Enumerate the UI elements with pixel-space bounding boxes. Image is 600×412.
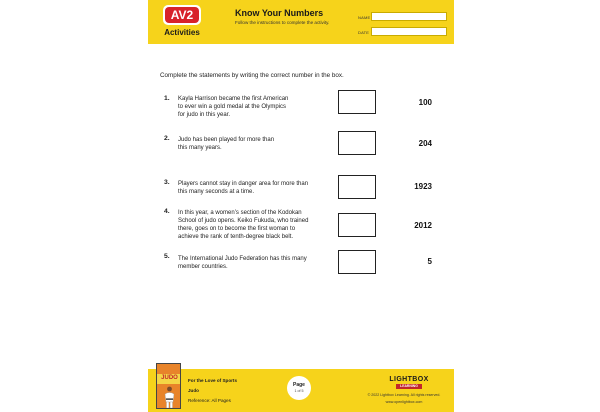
answer-box[interactable] — [338, 131, 376, 155]
answer-box[interactable] — [338, 250, 376, 274]
answer-option: 1923 — [414, 182, 432, 191]
cover-title: JUDO — [161, 375, 178, 381]
reference-text: Reference: All Pages — [188, 398, 231, 403]
copyright-text: © 2022 Lightbox Learning. All rights reserved. — [367, 393, 441, 397]
header-bar — [148, 0, 454, 44]
brand-name: LIGHTBOX — [389, 376, 429, 383]
question-text: Players cannot stay in danger area for more than this many seconds at a time. — [178, 181, 309, 195]
page-label: Page — [293, 382, 305, 388]
website-link[interactable]: www.openlightbox.com — [385, 400, 423, 404]
av2-logo — [156, 4, 208, 40]
question-number: 3. — [164, 179, 170, 186]
answer-option: 2012 — [414, 221, 432, 230]
worksheet-page — [148, 0, 454, 412]
lightbox-logo — [386, 376, 432, 390]
answer-option: 5 — [427, 257, 432, 266]
book-title: Judo — [188, 388, 199, 393]
answer-box[interactable] — [338, 213, 376, 237]
page-title: Know Your Numbers — [235, 8, 324, 18]
question-number: 2. — [164, 135, 170, 142]
date-label: DATE — [358, 30, 370, 35]
page-count: 1 of 5 — [294, 389, 304, 393]
series-title: For the Love of Sports — [188, 378, 238, 383]
book-cover — [156, 363, 181, 409]
av2-badge-icon — [162, 4, 202, 26]
question-text: Judo has been played for more than this many years. — [178, 137, 275, 151]
question-text: In this year, a women’s section of the Kodokan School of judo opens. Keiko Fukuda, who trained there, goes on to become the first woman to achieve the rank of tenth-degree black belt. — [178, 210, 309, 240]
date-field[interactable] — [371, 27, 447, 36]
page-indicator — [287, 376, 311, 400]
question-number: 4. — [164, 208, 170, 215]
svg-text:AV2: AV2 — [170, 8, 194, 22]
name-label: NAME — [358, 15, 371, 20]
question-text: The International Judo Federation has this many member countries. — [178, 256, 307, 270]
name-field[interactable] — [371, 12, 447, 21]
instructions: Complete the statements by writing the correct number in the box. — [160, 72, 344, 79]
question-number: 5. — [164, 253, 170, 260]
answer-box[interactable] — [338, 90, 376, 114]
question-number: 1. — [164, 95, 170, 102]
answer-option: 204 — [418, 139, 432, 148]
page-subtitle: Follow the instructions to complete the activity. — [235, 20, 330, 25]
judo-athlete-icon — [163, 386, 176, 408]
question-text: Kayla Harrison became the first American to ever win a gold medal at the Olympics for judo in this year. — [178, 96, 289, 118]
answer-box[interactable] — [338, 175, 376, 199]
answer-option: 100 — [418, 98, 432, 107]
brand-tag: LEARNING — [396, 384, 422, 389]
logo-text: Activities — [164, 28, 200, 37]
